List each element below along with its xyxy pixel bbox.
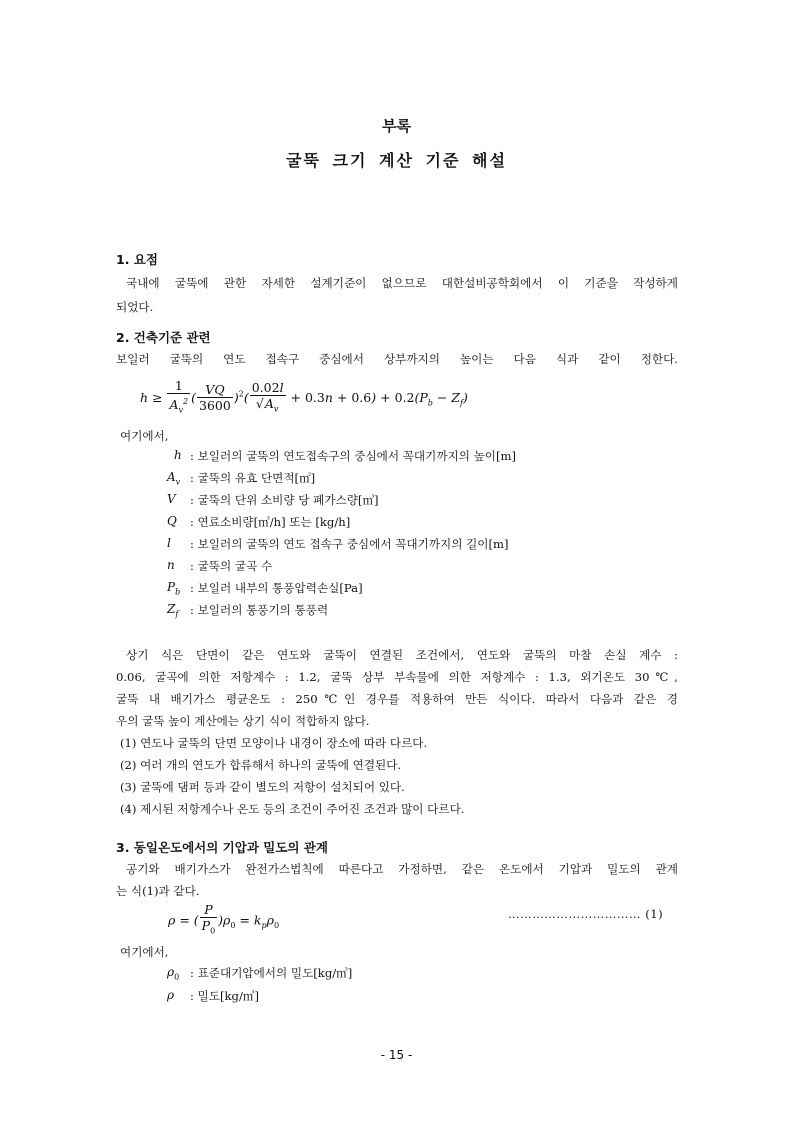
section-2-para-line-4: 우의 굴뚝 높이 계산에는 상기 식이 적합하지 않다. [116,714,370,728]
section-2-para-line-2: 0.06, 굴곡에 의한 저항계수 : 1.2, 굴뚝 상부 부속물에 의한 저항계수 : 1.3, 외기온도 30℃, [116,670,678,684]
var-rho0-symbol: $\rho_0$ [167,965,180,982]
var-zf-symbol: $Z_f$ [167,602,179,619]
equation-number: …………………………… (1) [508,907,664,921]
var-rho-definition: : 밀도[kg/㎥] [190,989,259,1003]
var-l-symbol: l [167,536,171,550]
section-2-heading: 2. 건축기준 관련 [116,330,211,345]
section-1-line-2: 되었다. [116,300,154,314]
section-2-para-line-3: 굴뚝 내 배기가스 평균온도 : 250℃인 경우를 적용하여 만든 식이다. 따라서 다음과 같은 경 [116,692,678,706]
section-2-intro: 보일러 굴뚝의 연도 접속구 중심에서 상부까지의 높이는 다음 식과 같이 정한다. [116,352,678,366]
section-1-heading: 1. 요점 [116,252,158,267]
density-formula: ρ = ( $\frac{P}{P_0}$ )$\rho_0 = k_p\rho_0$ [168,902,280,936]
var-q-definition: : 연료소비량[㎥/h] 또는 [kg/h] [190,515,351,529]
condition-2: (2) 여러 개의 연도가 합류해서 하나의 굴뚝에 연결된다. [120,758,402,772]
var-h-symbol: h [174,448,182,462]
condition-1: (1) 연도나 굴뚝의 단면 모양이나 내경이 장소에 따라 다르다. [120,736,428,750]
var-av-definition: : 굴뚝의 유효 단면적[㎡] [190,471,316,485]
var-pb-symbol: $P_b$ [167,580,181,597]
section-3-line-2: 는 식(1)과 같다. [116,884,200,898]
section-3-line-1: 공기와 배기가스가 완전가스법칙에 따른다고 가정하면, 같은 온도에서 기압과 밀도의 관계 [126,862,678,876]
var-l-definition: : 보일러의 굴뚝의 연도 접속구 중심에서 꼭대기까지의 길이[m] [190,537,509,551]
var-v-symbol: V [167,492,176,506]
condition-3: (3) 굴뚝에 댐퍼 등과 같이 별도의 저항이 설치되어 있다. [120,780,405,794]
var-n-symbol: n [167,558,175,572]
page-title: 굴뚝 크기 계산 기준 해설 [286,151,507,170]
var-h-definition: : 보일러의 굴뚝의 연도접속구의 중심에서 꼭대기까지의 높이[m] [190,449,517,463]
section-3-heading: 3. 동일온도에서의 기압과 밀도의 관계 [116,840,328,855]
appendix-label: 부록 [382,117,411,135]
var-rho-symbol: ρ [167,988,175,1002]
condition-4: (4) 제시된 저항계수나 온도 등의 조건이 주어진 조건과 많이 다르다. [120,802,465,816]
var-av-symbol: $A_v$ [167,470,181,487]
section-2-where-label: 여기에서, [120,429,169,443]
var-v-definition: : 굴뚝의 단위 소비량 당 폐가스량[㎥] [190,493,379,507]
var-rho0-definition: : 표준대기압에서의 밀도[kg/㎥] [190,966,353,980]
section-1-line-1: 국내에 굴뚝에 관한 자세한 설계기준이 없으므로 대한설비공학회에서 이 기준을 작성하게 [126,276,678,290]
page-number: - 15 - [380,1048,413,1062]
var-zf-definition: : 보일러의 통풍기의 통풍력 [190,603,329,617]
var-pb-definition: : 보일러 내부의 통풍압력손실[Pa] [190,581,363,595]
var-q-symbol: Q [167,514,177,528]
section-3-where-label: 여기에서, [120,945,169,959]
chimney-height-formula: h ≥ $\frac{1}{A_v^2}$ ( $\frac{VQ}{3600}$ )$^2$( $\frac{0.02l}{√A_v}$ + $0.3n + 0.6) + 0.2(P_b - Z_f)$ [140,378,468,415]
var-n-definition: : 굴뚝의 굴곡 수 [190,559,273,573]
section-2-para-line-1: 상기 식은 단면이 같은 연도와 굴뚝이 연결된 조건에서, 연도와 굴뚝의 마찰 손실 계수 : [126,648,678,662]
